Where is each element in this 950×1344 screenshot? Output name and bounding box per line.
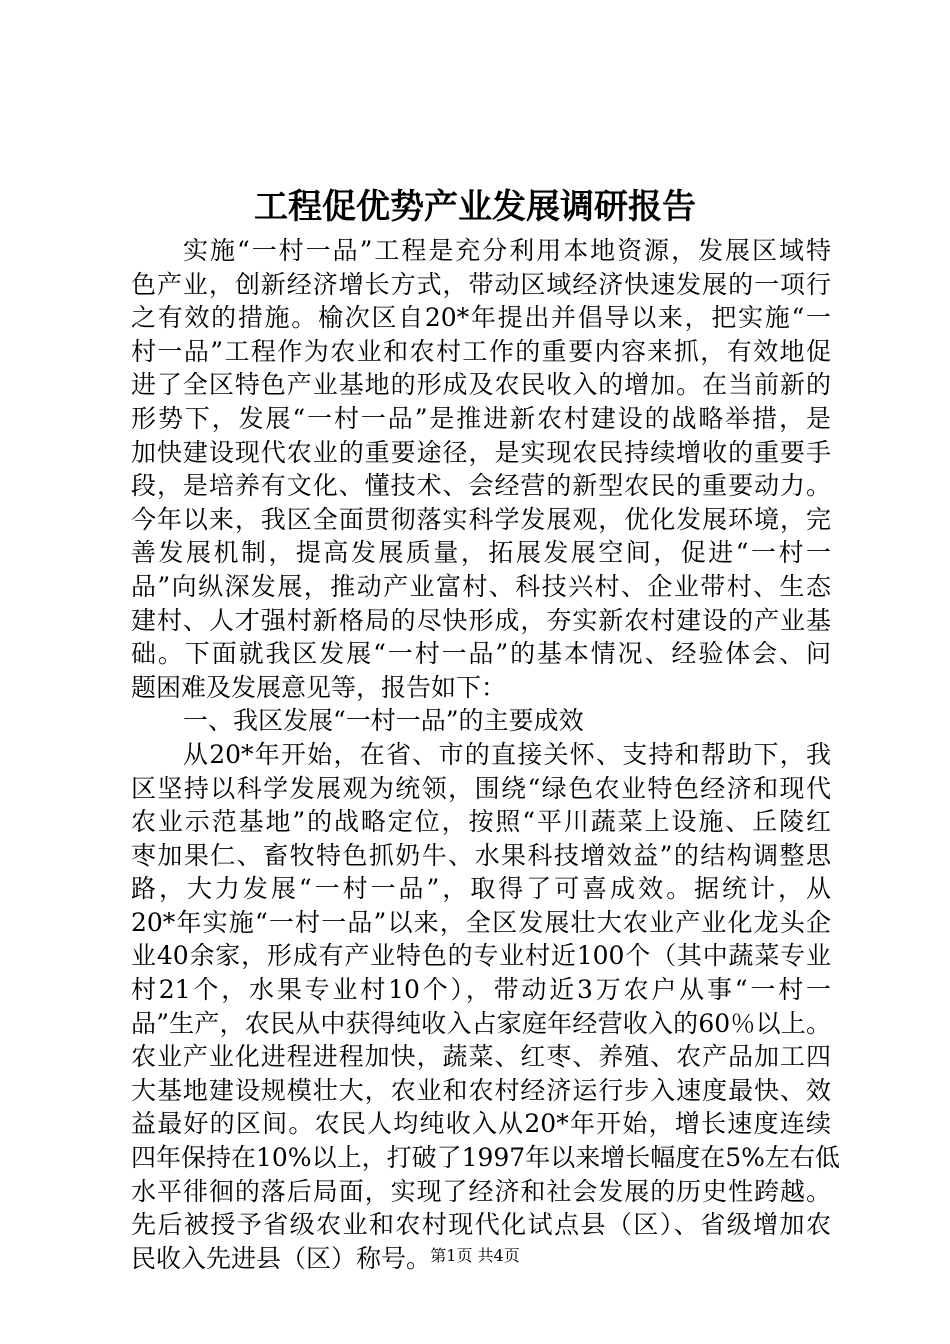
- paragraph: [131, 704, 831, 738]
- text-line: 之有效的措施。榆次区自20*年提出并倡导以来，把实施“一: [131, 303, 831, 333]
- text-line: 路，大力发展“一村一品”，取得了可喜成效。据统计，从: [131, 874, 831, 904]
- text-line: 进了全区特色产业基地的形成及农民收入的增加。在当前新的: [131, 370, 831, 400]
- text-line: 建村、人才强村新格局的尽快形成，夯实新农村建设的产业基: [131, 605, 831, 635]
- text-line: 先后被授予省级农业和农村现代化试点县（区）、省级增加农: [131, 1210, 831, 1240]
- text-line: 大基地建设规模壮大，农业和农村经济运行步入速度最快、效: [131, 1075, 831, 1105]
- page-footer: 第1页 共4页: [430, 1246, 520, 1265]
- text-line: 础。下面就我区发展“一村一品”的基本情况、经验体会、问: [131, 639, 831, 669]
- document-body: [131, 234, 840, 1275]
- paragraph: [131, 738, 840, 1276]
- text-line: 区坚持以科学发展观为统领，围绕“绿色农业特色经济和现代: [131, 773, 831, 803]
- text-line: 今年以来，我区全面贯彻落实科学发展观，优化发展环境，完: [131, 504, 831, 534]
- paragraph: [131, 234, 831, 704]
- text-line: 色产业，创新经济增长方式，带动区域经济快速发展的一项行: [131, 269, 831, 299]
- text-line: 村一品”工程作为农业和农村工作的重要内容来抓，有效地促: [131, 336, 831, 366]
- text-line: 业40余家，形成有产业特色的专业村近100个（其中蔬菜专业: [131, 941, 831, 971]
- text-line: 段，是培养有文化、懂技术、会经营的新型农民的重要动力。: [131, 471, 831, 501]
- text-line: 实施“一村一品”工程是充分利用本地资源，发展区域特: [183, 236, 831, 265]
- text-line: 品”生产，农民从中获得纯收入占家庭年经营收入的60％以上。: [131, 1008, 831, 1038]
- text-line: 村21个，水果专业村10个），带动近3万农户从事“一村一: [131, 975, 831, 1005]
- text-line: 枣加果仁、畜牧特色抓奶牛、水果科技增效益”的结构调整思: [131, 840, 831, 870]
- text-line: 20*年实施“一村一品”以来，全区发展壮大农业产业化龙头企: [131, 907, 831, 937]
- text-line: 善发展机制，提高发展质量，拓展发展空间，促进“一村一: [131, 538, 831, 568]
- text-line: 加快建设现代农业的重要途径，是实现农民持续增收的重要手: [131, 437, 831, 467]
- text-line: 益最好的区间。农民人均纯收入从20*年开始，增长速度连续: [131, 1109, 831, 1139]
- text-line: 水平徘徊的落后局面，实现了经济和社会发展的历史性跨越。: [131, 1176, 831, 1206]
- document-title: 工程促优势产业发展调研报告: [254, 187, 696, 227]
- text-line: 一、我区发展“一村一品”的主要成效: [183, 706, 584, 736]
- text-line: 题困难及发展意见等，报告如下：: [131, 672, 507, 702]
- text-line: 四年保持在10%以上，打破了1997年以来增长幅度在5%左右低: [131, 1143, 840, 1173]
- text-line: 从20*年开始，在省、市的直接关怀、支持和帮助下，我: [183, 739, 831, 769]
- text-line: 形势下，发展“一村一品”是推进新农村建设的战略举措，是: [131, 403, 831, 433]
- text-line: 品”向纵深发展，推动产业富村、科技兴村、企业带村、生态: [131, 571, 831, 601]
- text-line: 民收入先进县（区）称号。: [131, 1243, 432, 1273]
- text-line: 农业产业化进程进程加快，蔬菜、红枣、养殖、农产品加工四: [131, 1042, 831, 1072]
- text-line: 农业示范基地”的战略定位，按照“平川蔬菜上设施、丘陵红: [131, 807, 831, 837]
